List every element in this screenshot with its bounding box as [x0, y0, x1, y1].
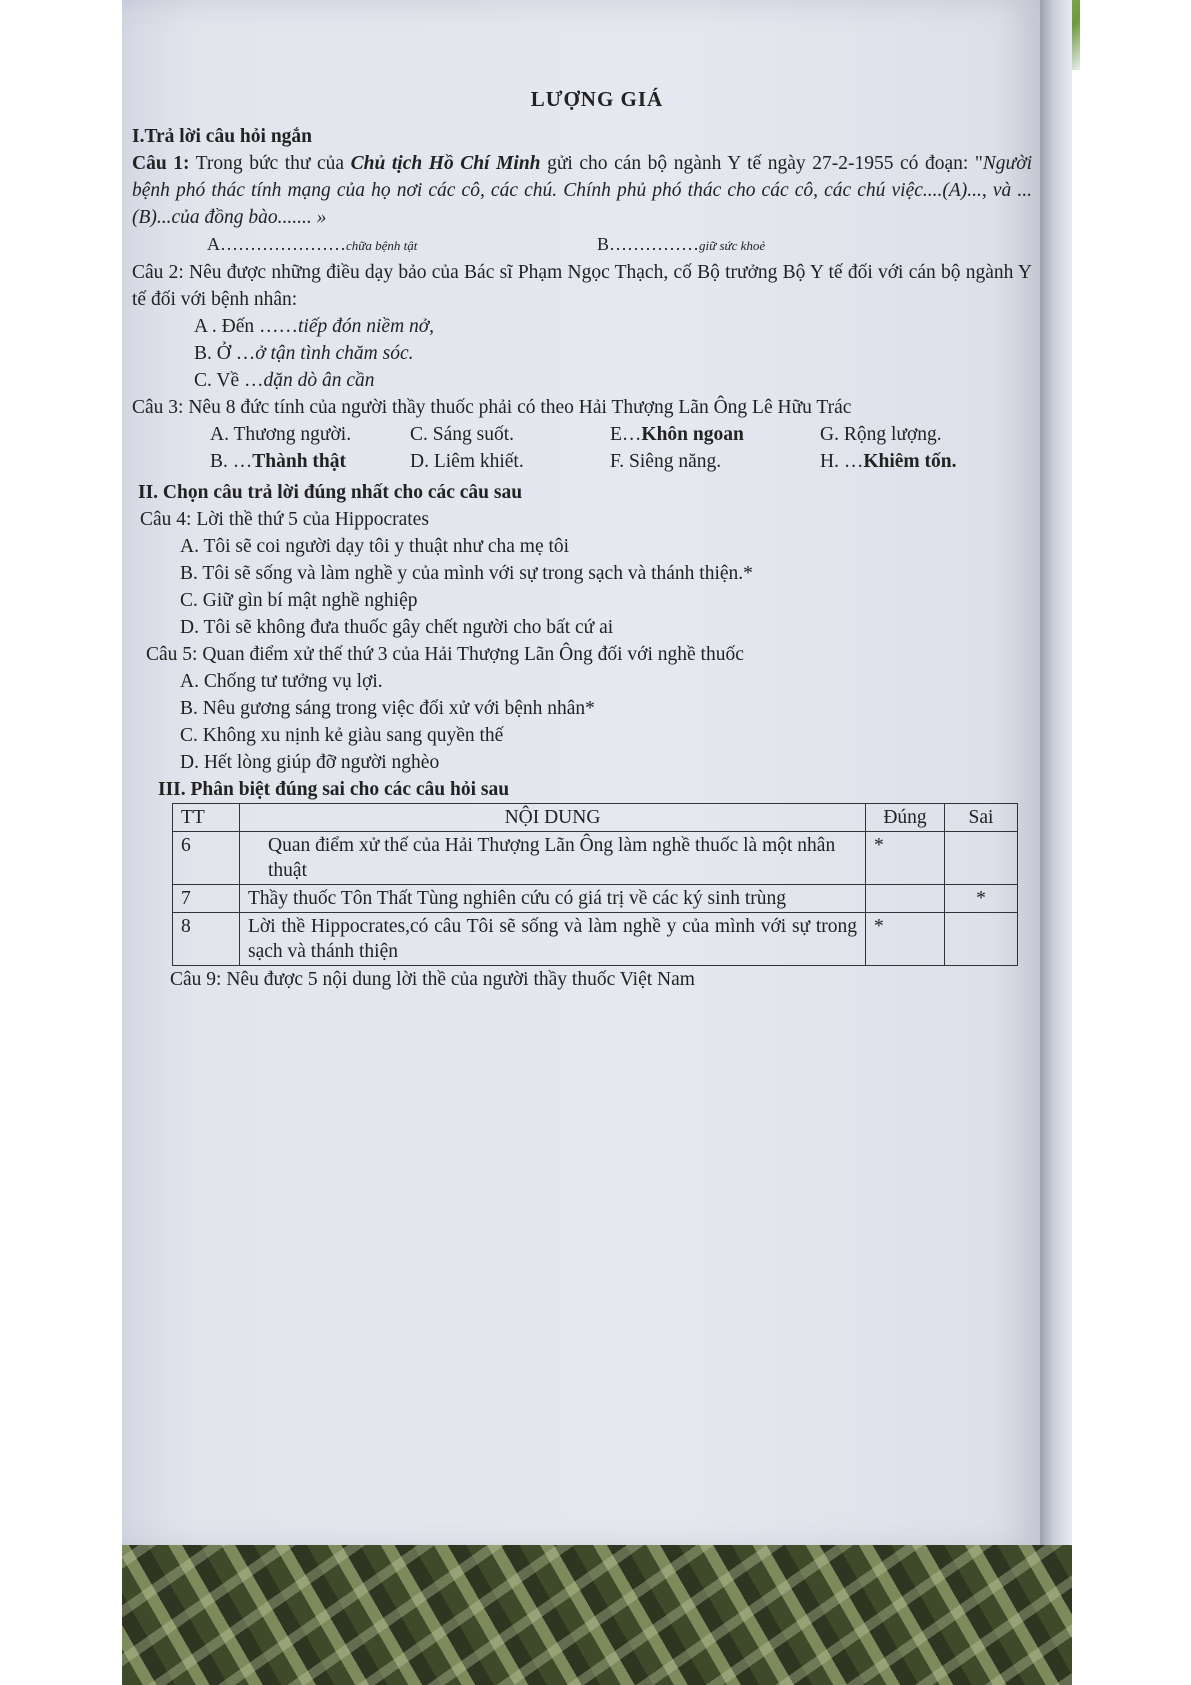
section-2-heading: II. Chọn câu trả lời đúng nhất cho các câu sau	[138, 482, 523, 503]
question-3-row-2	[132, 448, 1032, 475]
true-false-table	[172, 803, 1018, 966]
blank-b-answer: giữ sức khoẻ	[699, 238, 766, 253]
row-dung-mark	[866, 885, 945, 913]
blank-a	[207, 231, 597, 259]
photo-background-right	[1072, 0, 1191, 1685]
section-1-heading: I.Trả lời câu hỏi ngắn	[132, 126, 313, 147]
question-2-item-c-answer: dặn dò ân cần	[263, 370, 375, 391]
question-5-option-a: A. Chống tư tưởng vụ lợi.	[180, 671, 383, 692]
row-dung-mark: *	[866, 832, 945, 885]
photo-background-left	[0, 0, 122, 1685]
question-2-item-b-answer: ở tận tình chăm sóc.	[255, 343, 414, 364]
question-5-option-d: D. Hết lòng giúp đỡ người nghèo	[180, 752, 440, 773]
question-1-person: Chủ tịch Hồ Chí Minh	[350, 153, 541, 174]
row-content: Quan điểm xử thế của Hải Thượng Lãn Ông làm nghề thuốc là một nhân thuật	[240, 832, 866, 885]
fabric-background	[122, 1545, 1072, 1685]
question-2-item-c-prefix: C. Về …	[194, 370, 264, 391]
question-2-item-a-prefix: A . Đến ……	[194, 316, 298, 337]
row-number: 8	[173, 913, 240, 966]
section-3-heading: III. Phân biệt đúng sai cho các câu hỏi sau	[158, 779, 510, 800]
row-sai-mark	[945, 913, 1018, 966]
question-1	[132, 150, 1032, 231]
row-sai-mark	[945, 832, 1018, 885]
blank-b-prefix: B……………	[597, 234, 700, 254]
header-tt: TT	[173, 804, 240, 832]
row-dung-mark: *	[866, 913, 945, 966]
worksheet	[132, 86, 1032, 993]
question-1-label: Câu 1:	[132, 153, 190, 174]
virtue-b-answer: Thành thật	[252, 451, 347, 472]
virtue-h-prefix: H. …	[820, 451, 864, 472]
table-header-row	[173, 804, 1018, 832]
question-2-item-c	[132, 367, 1032, 394]
row-number: 7	[173, 885, 240, 913]
virtue-b	[210, 448, 410, 475]
question-4-option-a: A. Tôi sẽ coi người dạy tôi y thuật như cha mẹ tôi	[180, 536, 570, 557]
row-content: Lời thề Hippocrates,có câu Tôi sẽ sống và làm nghề y của mình với sự trong sạch và thánh thiện	[240, 913, 866, 966]
question-5-option-b: B. Nêu gương sáng trong việc đối xử với bệnh nhân*	[180, 698, 595, 719]
header-dung: Đúng	[866, 804, 945, 832]
table-row	[173, 913, 1018, 966]
virtue-h-answer: Khiêm tốn.	[863, 451, 957, 472]
question-4-option-b: B. Tôi sẽ sống và làm nghề y của mình với sự trong sạch và thánh thiện.*	[180, 563, 753, 584]
question-2: Câu 2: Nêu được những điều dạy bảo của Bác sĩ Phạm Ngọc Thạch, cố Bộ trưởng Bộ Y tế đối với cán bộ ngành Y tế đối với bệnh nhân:	[132, 262, 1032, 310]
question-1-quote: Người bệnh phó thác tính mạng của họ nơi các cô, các chú. Chính phủ phó thác cho các cô, các chú việc....(A)..., và ...(B)...của đồng bào....... »	[132, 153, 1033, 228]
question-5-option-c: C. Không xu nịnh kẻ giàu sang quyền thế	[180, 725, 504, 746]
question-5: Câu 5: Quan điểm xử thế thứ 3 của Hải Thượng Lãn Ông đối với nghề thuốc	[146, 644, 744, 665]
row-content: Thầy thuốc Tôn Thất Tùng nghiên cứu có giá trị về các ký sinh trùng	[240, 885, 866, 913]
header-content: NỘI DUNG	[240, 804, 866, 832]
question-3: Câu 3: Nêu 8 đức tính của người thầy thuốc phải có theo Hải Thượng Lãn Ông Lê Hữu Trác	[132, 397, 852, 418]
virtue-h	[820, 448, 1020, 475]
question-2-item-b	[132, 340, 1032, 367]
question-2-item-a	[132, 313, 1032, 340]
header-sai: Sai	[945, 804, 1018, 832]
blank-a-prefix: A…………………	[207, 234, 346, 254]
row-sai-mark: *	[945, 885, 1018, 913]
page-title: LƯỢNG GIÁ	[530, 87, 664, 111]
virtue-c: C. Sáng suốt.	[410, 424, 515, 445]
question-2-item-b-prefix: B. Ở …	[194, 343, 256, 364]
virtue-a: A. Thương người.	[210, 424, 352, 445]
question-1-text-a: Trong bức thư của	[189, 153, 351, 174]
question-4: Câu 4: Lời thề thứ 5 của Hippocrates	[140, 509, 429, 530]
blank-a-answer: chữa bệnh tật	[346, 238, 418, 253]
question-4-option-c: C. Giữ gìn bí mật nghề nghiệp	[180, 590, 418, 611]
question-1-blanks	[132, 231, 1032, 259]
blank-b	[597, 231, 987, 259]
question-9: Câu 9: Nêu được 5 nội dung lời thề của người thầy thuốc Việt Nam	[170, 969, 695, 990]
virtue-d: D. Liêm khiết.	[410, 451, 524, 472]
virtue-g: G. Rộng lượng.	[820, 424, 942, 445]
virtue-e-answer: Khôn ngoan	[641, 424, 744, 445]
question-1-text-c: gửi cho cán bộ ngành Y tế ngày 27-2-1955 có đoạn: "	[540, 153, 983, 174]
virtue-b-prefix: B. …	[210, 451, 253, 472]
row-number: 6	[173, 832, 240, 885]
virtue-f: F. Siêng năng.	[610, 451, 722, 472]
question-4-option-d: D. Tôi sẽ không đưa thuốc gây chết người cho bất cứ ai	[180, 617, 614, 638]
table-row	[173, 885, 1018, 913]
page-stack-edge	[1040, 0, 1072, 1550]
virtue-e-prefix: E…	[610, 424, 642, 445]
table-row	[173, 832, 1018, 885]
question-3-row-1	[132, 421, 1032, 448]
virtue-e	[610, 421, 820, 448]
question-2-item-a-answer: tiếp đón niềm nở,	[298, 316, 435, 337]
